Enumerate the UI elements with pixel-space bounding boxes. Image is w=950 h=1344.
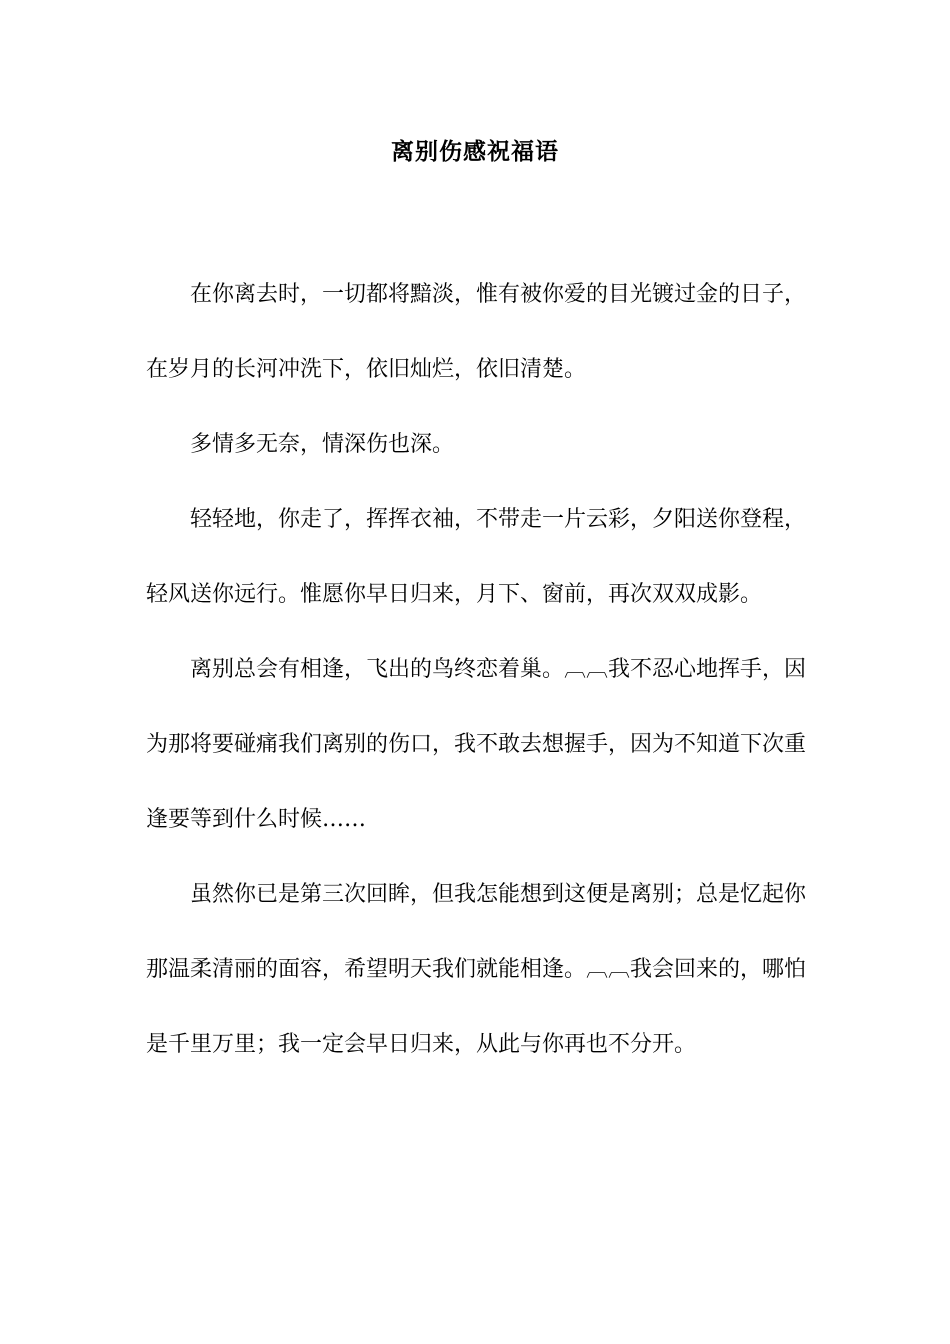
paragraph-2: 多情多无奈，情深伤也深。 [190, 432, 455, 457]
paragraph-4: 离别总会有相逢，飞出的鸟终恋着巢。︹︹我不忍心地挥手，因为那将要碰痛我们离别的伤口，我不敢去想握手，因为不知道下次重逢要等到什么时候…… [146, 657, 807, 832]
document-body [146, 257, 806, 1082]
paragraph-5: 虽然你已是第三次回眸，但我怎能想到这便是离别；总是忆起你那温柔清丽的面容，希望明天我们就能相逢。︹︹我会回来的，哪怕是千里万里；我一定会早日归来，从此与你再也不分开。 [146, 882, 807, 1057]
paragraph-1: 在你离去时，一切都将黯淡，惟有被你爱的目光镀过金的日子，在岁月的长河冲洗下，依旧灿烂，依旧清楚。 [146, 282, 807, 382]
paragraph-3: 轻轻地，你走了，挥挥衣袖，不带走一片云彩，夕阳送你登程，轻风送你远行。惟愿你早日归来，月下、窗前，再次双双成影。 [146, 507, 807, 607]
document-title: 离别伤感祝福语 [391, 138, 559, 165]
